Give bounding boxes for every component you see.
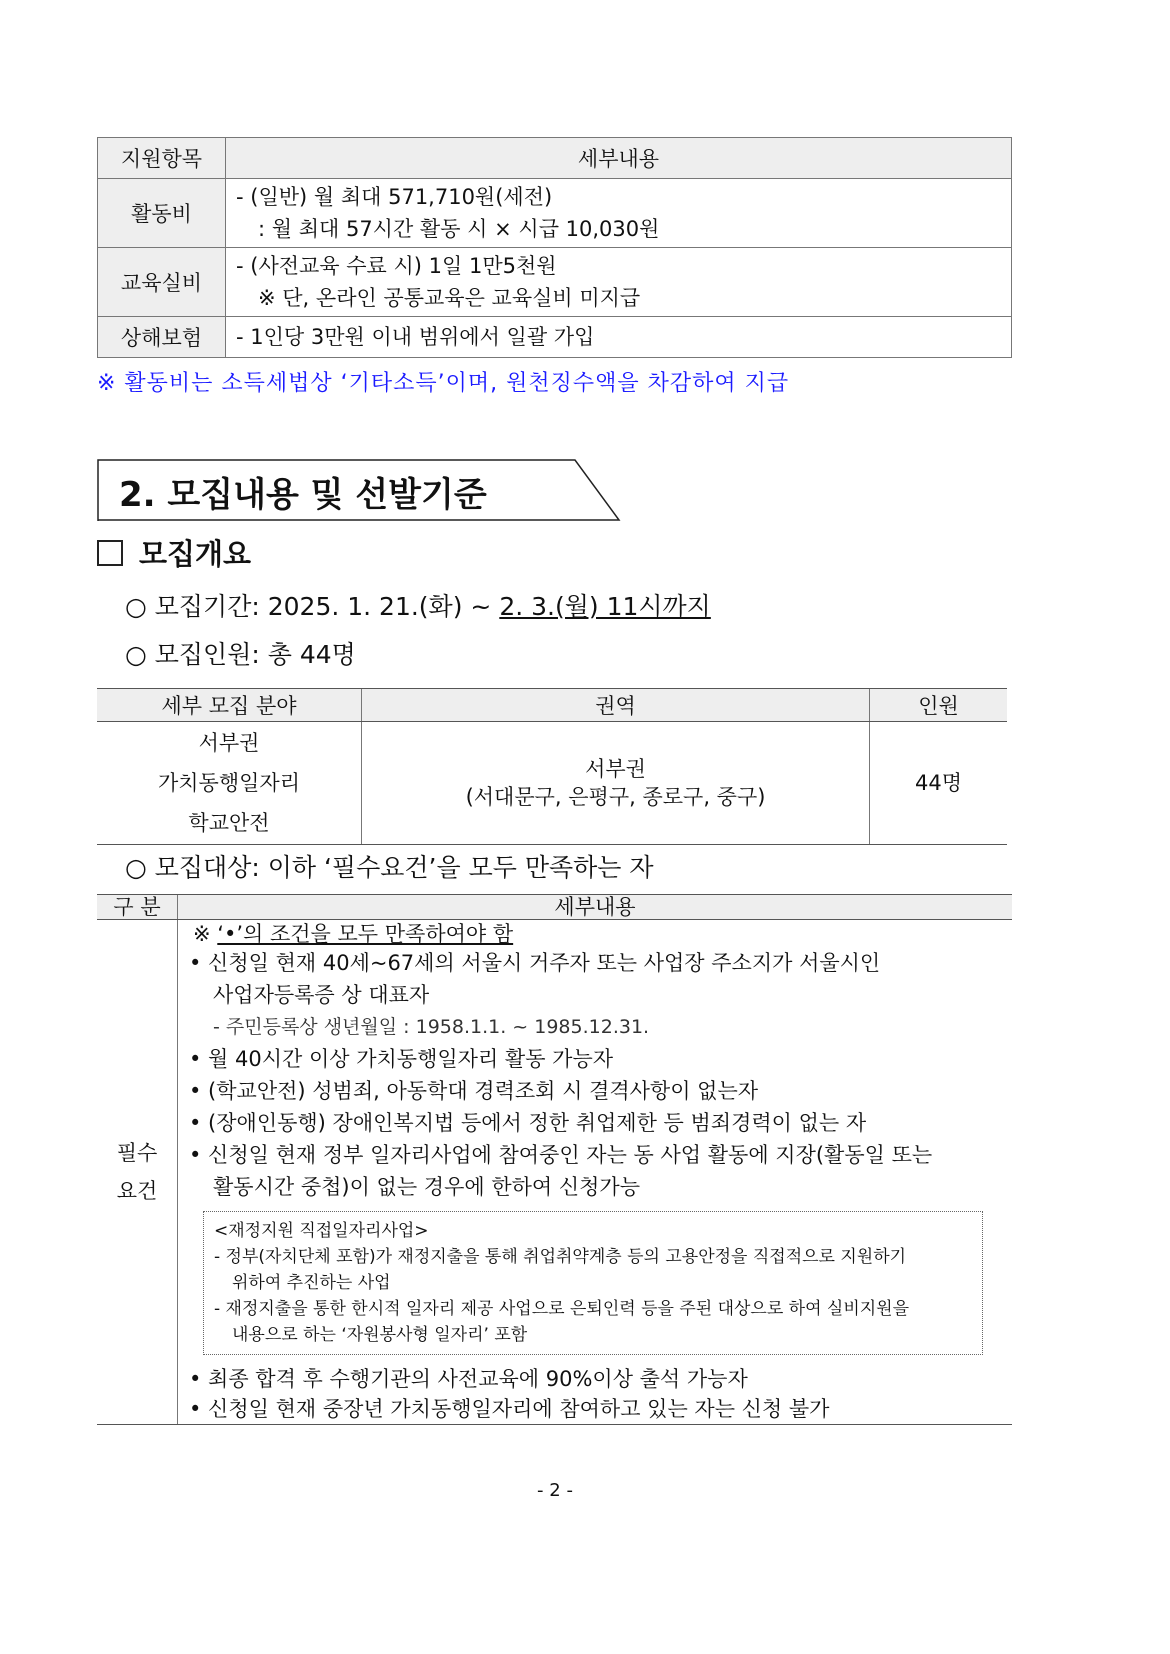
requirements-table: [97, 894, 1012, 1425]
row-detail: [226, 179, 1012, 248]
section-heading: [97, 459, 620, 521]
field-line: 학교안전: [188, 811, 270, 835]
detail-line: - (사전교육 수료 시) 1일 1만5천원: [236, 254, 557, 278]
header-item: 지원항목: [98, 138, 226, 179]
row-label: 상해보험: [98, 317, 226, 358]
requirement-item: • 신청일 현재 중장년 가치동행일자리에 참여하고 있는 자는 신청 불가: [189, 1397, 830, 1421]
box-title: <재정지원 직접일자리사업>: [214, 1221, 429, 1241]
field-line: 서부권: [198, 731, 260, 755]
requirement-item: • 신청일 현재 정부 일자리사업에 참여중인 자는 동 사업 활동에 지장(활동일 또는: [189, 1143, 933, 1167]
box-line: 위하여 추진하는 사업: [232, 1273, 391, 1293]
note-mark: ※: [193, 922, 218, 946]
count-cell: 44명: [870, 722, 1008, 845]
row-detail: [226, 317, 1012, 358]
region-line: 서부권: [585, 757, 646, 781]
direct-job-note-box: [203, 1211, 983, 1355]
category-cell: [97, 920, 178, 1425]
category-line: 필수: [116, 1141, 158, 1165]
header-field: 세부 모집 분야: [97, 689, 362, 722]
subsection-heading: [97, 532, 251, 573]
quota-table: [97, 688, 1007, 845]
subsection-title: 모집개요: [139, 537, 252, 571]
recruit-target: ○ 모집대상: 이하 ‘필수요건’을 모두 만족하는 자: [125, 853, 654, 882]
period-label: ○ 모집기간: 2025. 1. 21.(화) ~: [125, 592, 500, 621]
period-end: 2. 3.(월) 11시까지: [499, 592, 711, 621]
header-detail: 세부내용: [178, 895, 1013, 920]
note-text: ‘•’의 조건을 모두 만족하여야 함: [217, 922, 514, 946]
box-line: - 재정지출을 통한 한시적 일자리 제공 사업으로 은퇴인력 등을 주된 대상으로 하여 실비지원을: [214, 1299, 910, 1319]
region-cell: [362, 722, 870, 845]
region-line: (서대문구, 은평구, 종로구, 중구): [465, 785, 766, 809]
detail-line: ※ 단, 온라인 공통교육은 교육실비 미지급: [258, 286, 641, 310]
field-cell: [97, 722, 362, 845]
recruit-headcount: ○ 모집인원: 총 44명: [125, 640, 356, 669]
recruit-period: [125, 587, 711, 623]
requirement-item: • (장애인동행) 장애인복지법 등에서 정한 취업제한 등 범죄경력이 없는 자: [189, 1111, 867, 1135]
header-region: 권역: [362, 689, 870, 722]
category-line: 요건: [116, 1179, 158, 1203]
section-title: 2. 모집내용 및 선발기준: [119, 475, 487, 515]
box-line: 내용으로 하는 ‘자원봉사형 일자리’ 포함: [232, 1325, 528, 1345]
header-detail: 세부내용: [226, 138, 1012, 179]
row-label: 교육실비: [98, 248, 226, 317]
detail-cell: [178, 920, 1013, 1425]
field-line: 가치동행일자리: [157, 771, 300, 795]
header-count: 인원: [870, 689, 1008, 722]
checkbox-square-icon: [97, 540, 123, 566]
support-table: [97, 137, 1012, 358]
box-line: - 정부(자치단체 포함)가 재정지출을 통해 취업취약계층 등의 고용안정을 직접적으로 지원하기: [214, 1247, 907, 1267]
requirement-subitem: - 주민등록상 생년월일 : 1958.1.1. ~ 1985.12.31.: [213, 1016, 650, 1038]
requirement-item: • 월 40시간 이상 가치동행일자리 활동 가능자: [189, 1047, 614, 1071]
row-detail: [226, 248, 1012, 317]
income-note: ※ 활동비는 소득세법상 ‘기타소득’이며, 원천징수액을 차감하여 지급: [97, 371, 790, 396]
header-category: 구 분: [97, 895, 178, 920]
detail-line: : 월 최대 57시간 활동 시 × 시급 10,030원: [258, 217, 660, 241]
requirement-item: • 신청일 현재 40세~67세의 서울시 거주자 또는 사업장 주소지가 서울시인: [189, 951, 881, 975]
requirement-item: • 최종 합격 후 수행기관의 사전교육에 90%이상 출석 가능자: [189, 1367, 748, 1391]
detail-line: - 1인당 3만원 이내 범위에서 일괄 가입: [236, 325, 595, 349]
page-number: - 2 -: [537, 1480, 573, 1501]
requirement-item: • (학교안전) 성범죄, 아동학대 경력조회 시 결격사항이 없는자: [189, 1079, 759, 1103]
row-label: 활동비: [98, 179, 226, 248]
detail-line: - (일반) 월 최대 571,710원(세전): [236, 185, 553, 209]
condition-note: [179, 921, 1011, 947]
requirement-item: 활동시간 중첩)이 없는 경우에 한하여 신청가능: [213, 1175, 641, 1199]
requirement-item: 사업자등록증 상 대표자: [213, 983, 430, 1007]
